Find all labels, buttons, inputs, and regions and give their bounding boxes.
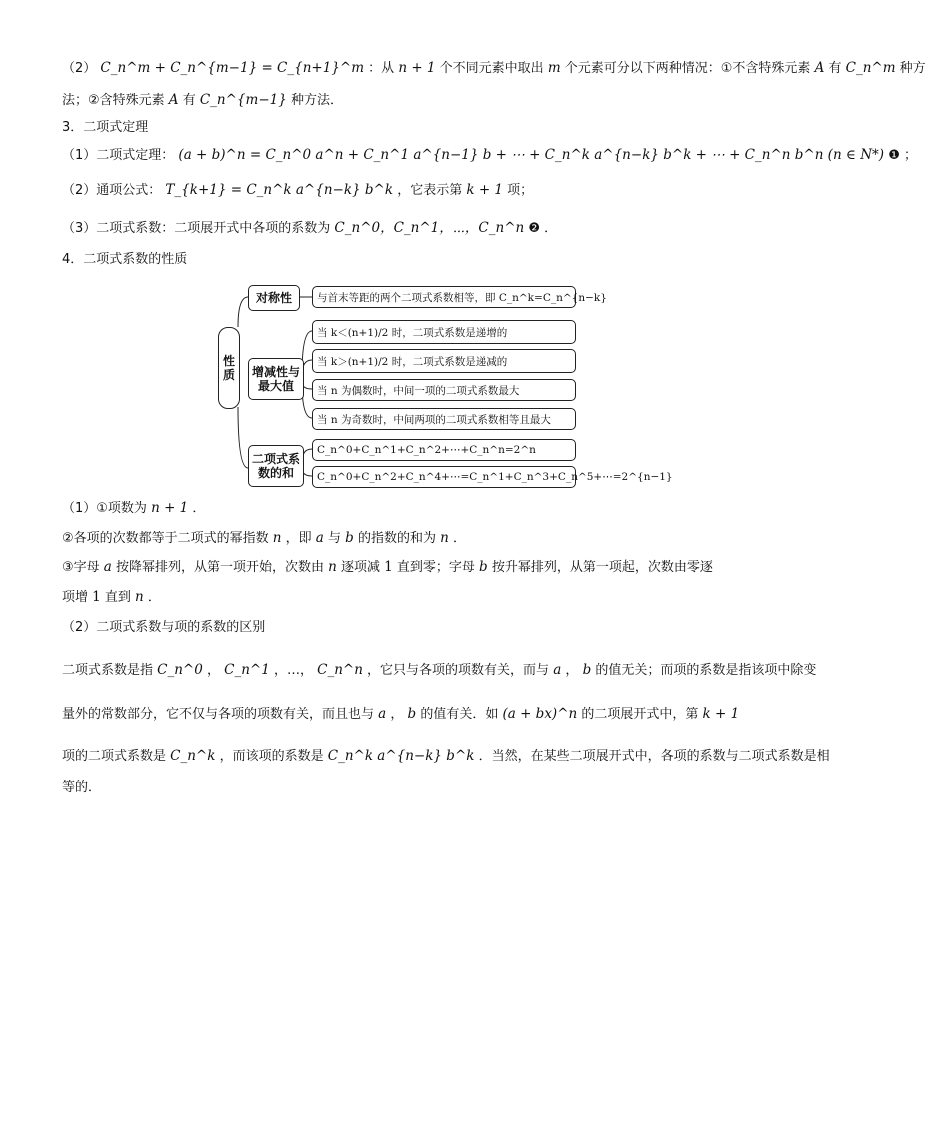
diagram-root-properties: 性质 [218,327,240,409]
difference-paragraph-line-3: 项的二项式系数是 C_n^k ，而该项的系数是 C_n^k a^{n−k} b^k ．当然，在某些二项展开式中，各项的系数与二项式系数是相 [62,748,830,764]
difference-paragraph-line-4: 等的． [62,780,102,795]
general-term-formula: T_{k+1} = C_n^k a^{n−k} b^k [165,182,394,198]
combination-identity-line-2: 法；②含特殊元素 A 有 C_n^{m−1} 种方法． [62,92,343,108]
diagram-leaf-sum-all: C_n^0+C_n^1+C_n^2+⋯+C_n^n=2^n [312,439,576,461]
section-4-heading: 4．二项式系数的性质 [62,252,188,267]
diagram-leaf-increasing: 当 k＜(n+1)/2 时，二项式系数是递增的 [312,320,576,344]
diagram-leaf-odd-max: 当 n 为奇数时，中间两项的二项式系数相等且最大 [312,408,576,430]
note-ordering-line-2: 项增 1 直到 n ． [62,589,161,605]
binomial-coefficient-line: （3）二项式系数：二项展开式中各项的系数为 C_n^0，C_n^1，⋯，C_n^n ❷ ． [62,220,558,236]
note-2-heading: （2）二项式系数与项的系数的区别 [62,620,266,635]
note-ordering-line-1: ③字母 a 按降幂排列，从第一项开始，次数由 n 逐项减 1 直到零；字母 b 按升幂排列，从第一项起，次数由零逐 [62,559,713,575]
diagram-branch-symmetry: 对称性 [248,285,300,311]
formula-pascal-identity: C_n^m + C_n^{m−1} = C_{n+1}^m [100,60,365,76]
note-term-count: （1）①项数为 n + 1 ． [62,500,206,516]
note-marker-2: ❷ [528,221,540,236]
general-term-line: （2）通项公式： T_{k+1} = C_n^k a^{n−k} b^k ，它表示第 k + 1 项； [62,182,534,198]
binomial-theorem-line: （1）二项式定理： (a + b)^n = C_n^0 a^n + C_n^1 a^{n−1} b + ⋯ + C_n^k a^{n−k} b^k + ⋯ + C_n^n b^n (n ∈ N*) ❶ ； [62,147,918,163]
difference-paragraph-line-2: 量外的常数部分，它不仅与各项的项数有关，而且也与 a ， b 的值有关．如 (a + bx)^n 的二项展开式中，第 k + 1 [62,706,740,722]
difference-paragraph-line-1: 二项式系数是指 C_n^0 ， C_n^1 ，…， C_n^n ，它只与各项的项数有关，而与 a ， b 的值无关；而项的系数是指该项中除变 [62,662,817,678]
binomial-theorem-formula: (a + b)^n = C_n^0 a^n + C_n^1 a^{n−1} b + ⋯ + C_n^k a^{n−k} b^k + ⋯ + C_n^n b^n (n ∈ N*) [178,147,885,163]
diagram-branch-monotonicity: 增减性与最大值 [248,358,304,400]
note-marker-1: ❶ [888,148,900,163]
note-degree: ②各项的次数都等于二项式的幂指数 n ，即 a 与 b 的指数的和为 n ． [62,530,466,546]
combination-identity-line-1: （2） C_n^m + C_n^{m−1} = C_{n+1}^m ：从 n + 1 个不同元素中取出 m 个元素可分以下两种情况：①不含特殊元素 A 有 C_n^m 种方 [62,60,926,76]
diagram-leaf-sum-alternate: C_n^0+C_n^2+C_n^4+⋯=C_n^1+C_n^3+C_n^5+⋯=2^{n−1} [312,466,576,488]
diagram-leaf-decreasing: 当 k＞(n+1)/2 时，二项式系数是递减的 [312,349,576,373]
binomial-coefficients-list: C_n^0，C_n^1，⋯，C_n^n [334,220,525,236]
diagram-branch-coefficient-sum: 二项式系数的和 [248,445,304,487]
section-3-heading: 3．二项式定理 [62,120,149,135]
diagram-leaf-even-max: 当 n 为偶数时，中间一项的二项式系数最大 [312,379,576,401]
diagram-leaf-symmetry: 与首末等距的两个二项式系数相等，即 C_n^k=C_n^{n−k} [312,286,576,308]
